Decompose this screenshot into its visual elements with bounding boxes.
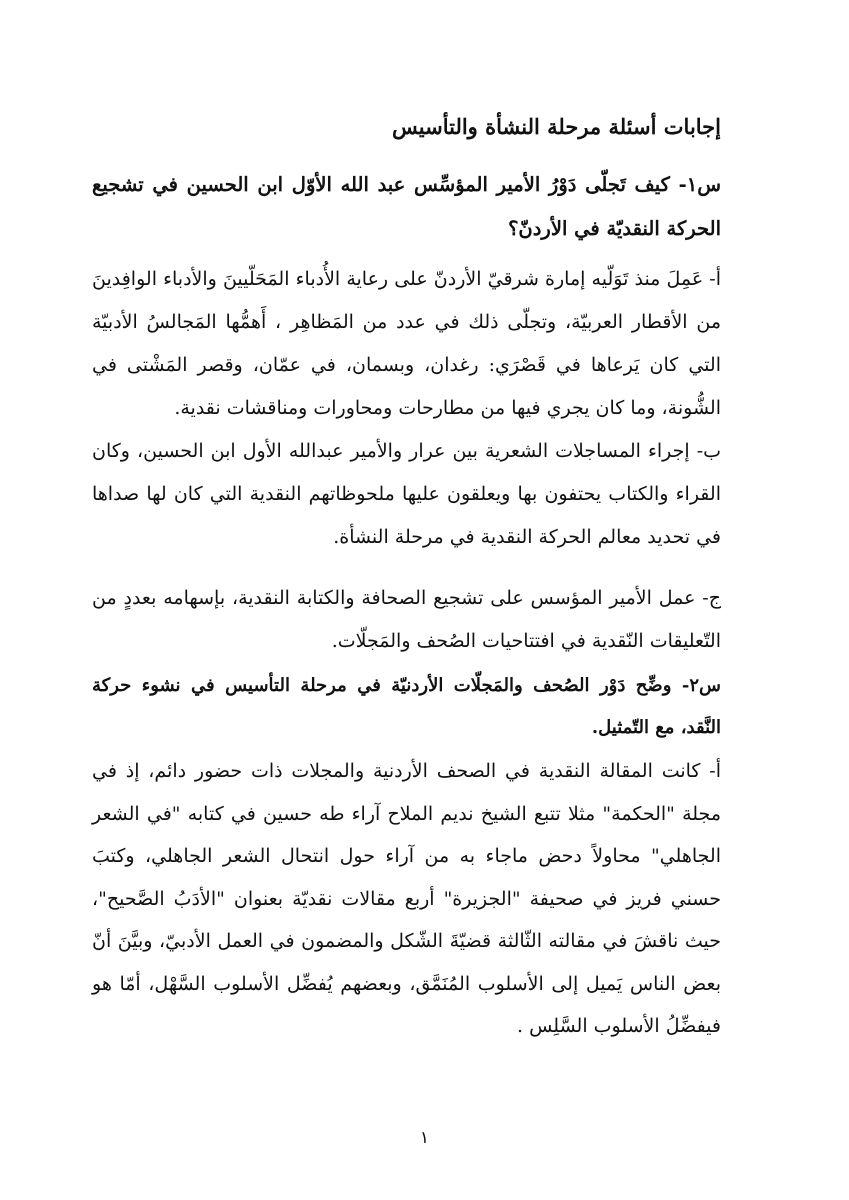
answer-1b: ب- إجراء المساجلات الشعرية بين عرار والأمير عبدالله الأول ابن الحسين، وكان القراء والكتاب يحتفون بها ويعلقون عليها ملحوظاتهم النقدية التي كان لها صداها في تحديد معالم الحركة النقدية في مرحلة النشأة. (92, 440, 721, 548)
answer-1c: ج- عمل الأمير المؤسس على تشجيع الصحافة والكتابة النقدية، بإسهامه بعددٍ من التّعليقات النّقدية في افتتاحيات الصُحف والمَجلّات. (92, 587, 721, 652)
question-2: س٢- وضِّح دَوْر الصُحف والمَجلّات الأردنيّة في مرحلة التأسيس في نشوء حركة النَّقد، مع التّمثيل. (92, 675, 721, 738)
answer-2a: أ- كانت المقالة النقدية في الصحف الأردنية والمجلات ذات حضور دائم، إذ في مجلة "الحكمة" مثلا تتبع الشيخ نديم الملاح آراء طه حسين في كتابه "في الشعر الجاهلي" محاولاً دحض ماجاء به من آراء حول انتحال الشعر الجاهلي، وكتبَ حسني فريز في صحيفة "الجزيرة" أربع مقالات نقديّة بعنوان "الأدَبُ الصَّحيح"، حيث ناقشَ في مقالته الثّالثة قضيّةَ الشّكل والمضمون في العمل الأدبيّ، وبيَّنَ أنّ بعض الناس يَميل إلى الأسلوب المُنَمَّق، وبعضهم يُفضِّل الأسلوب السَّهْل، أمّا هو فيفضِّلُ الأسلوب السَّلِس . (92, 760, 721, 1037)
answer-1a: أ- عَمِلَ منذ تَوَلّيه إمارة شرقيّ الأردنّ على رعاية الأُدباء المَحَلّيينَ والأدباء الوافِدينَ من الأقطار العربيّة، وتجلّى ذلك في عدد من المَظاهِر ، أَهمُّها المَجالسُ الأدبيّة التي كان يَرعاها في قَصْرَي: رغدان، وبسمان، في عمّان، وقصر المَشْتى في الشُّونة، وما كان يجري فيها من مطارحات ومحاورات ومناقشات نقدية. (92, 268, 721, 419)
page-number: ١ (419, 1128, 430, 1148)
question-1: س١- كيف تَجلّى دَوْرُ الأمير المؤسِّس عبد الله الأوّل ابن الحسين في تشجيع الحركة النقديّة في الأردنّ؟ (92, 173, 721, 240)
page-title: إجابات أسئلة مرحلة النشأة والتأسيس (392, 114, 721, 139)
